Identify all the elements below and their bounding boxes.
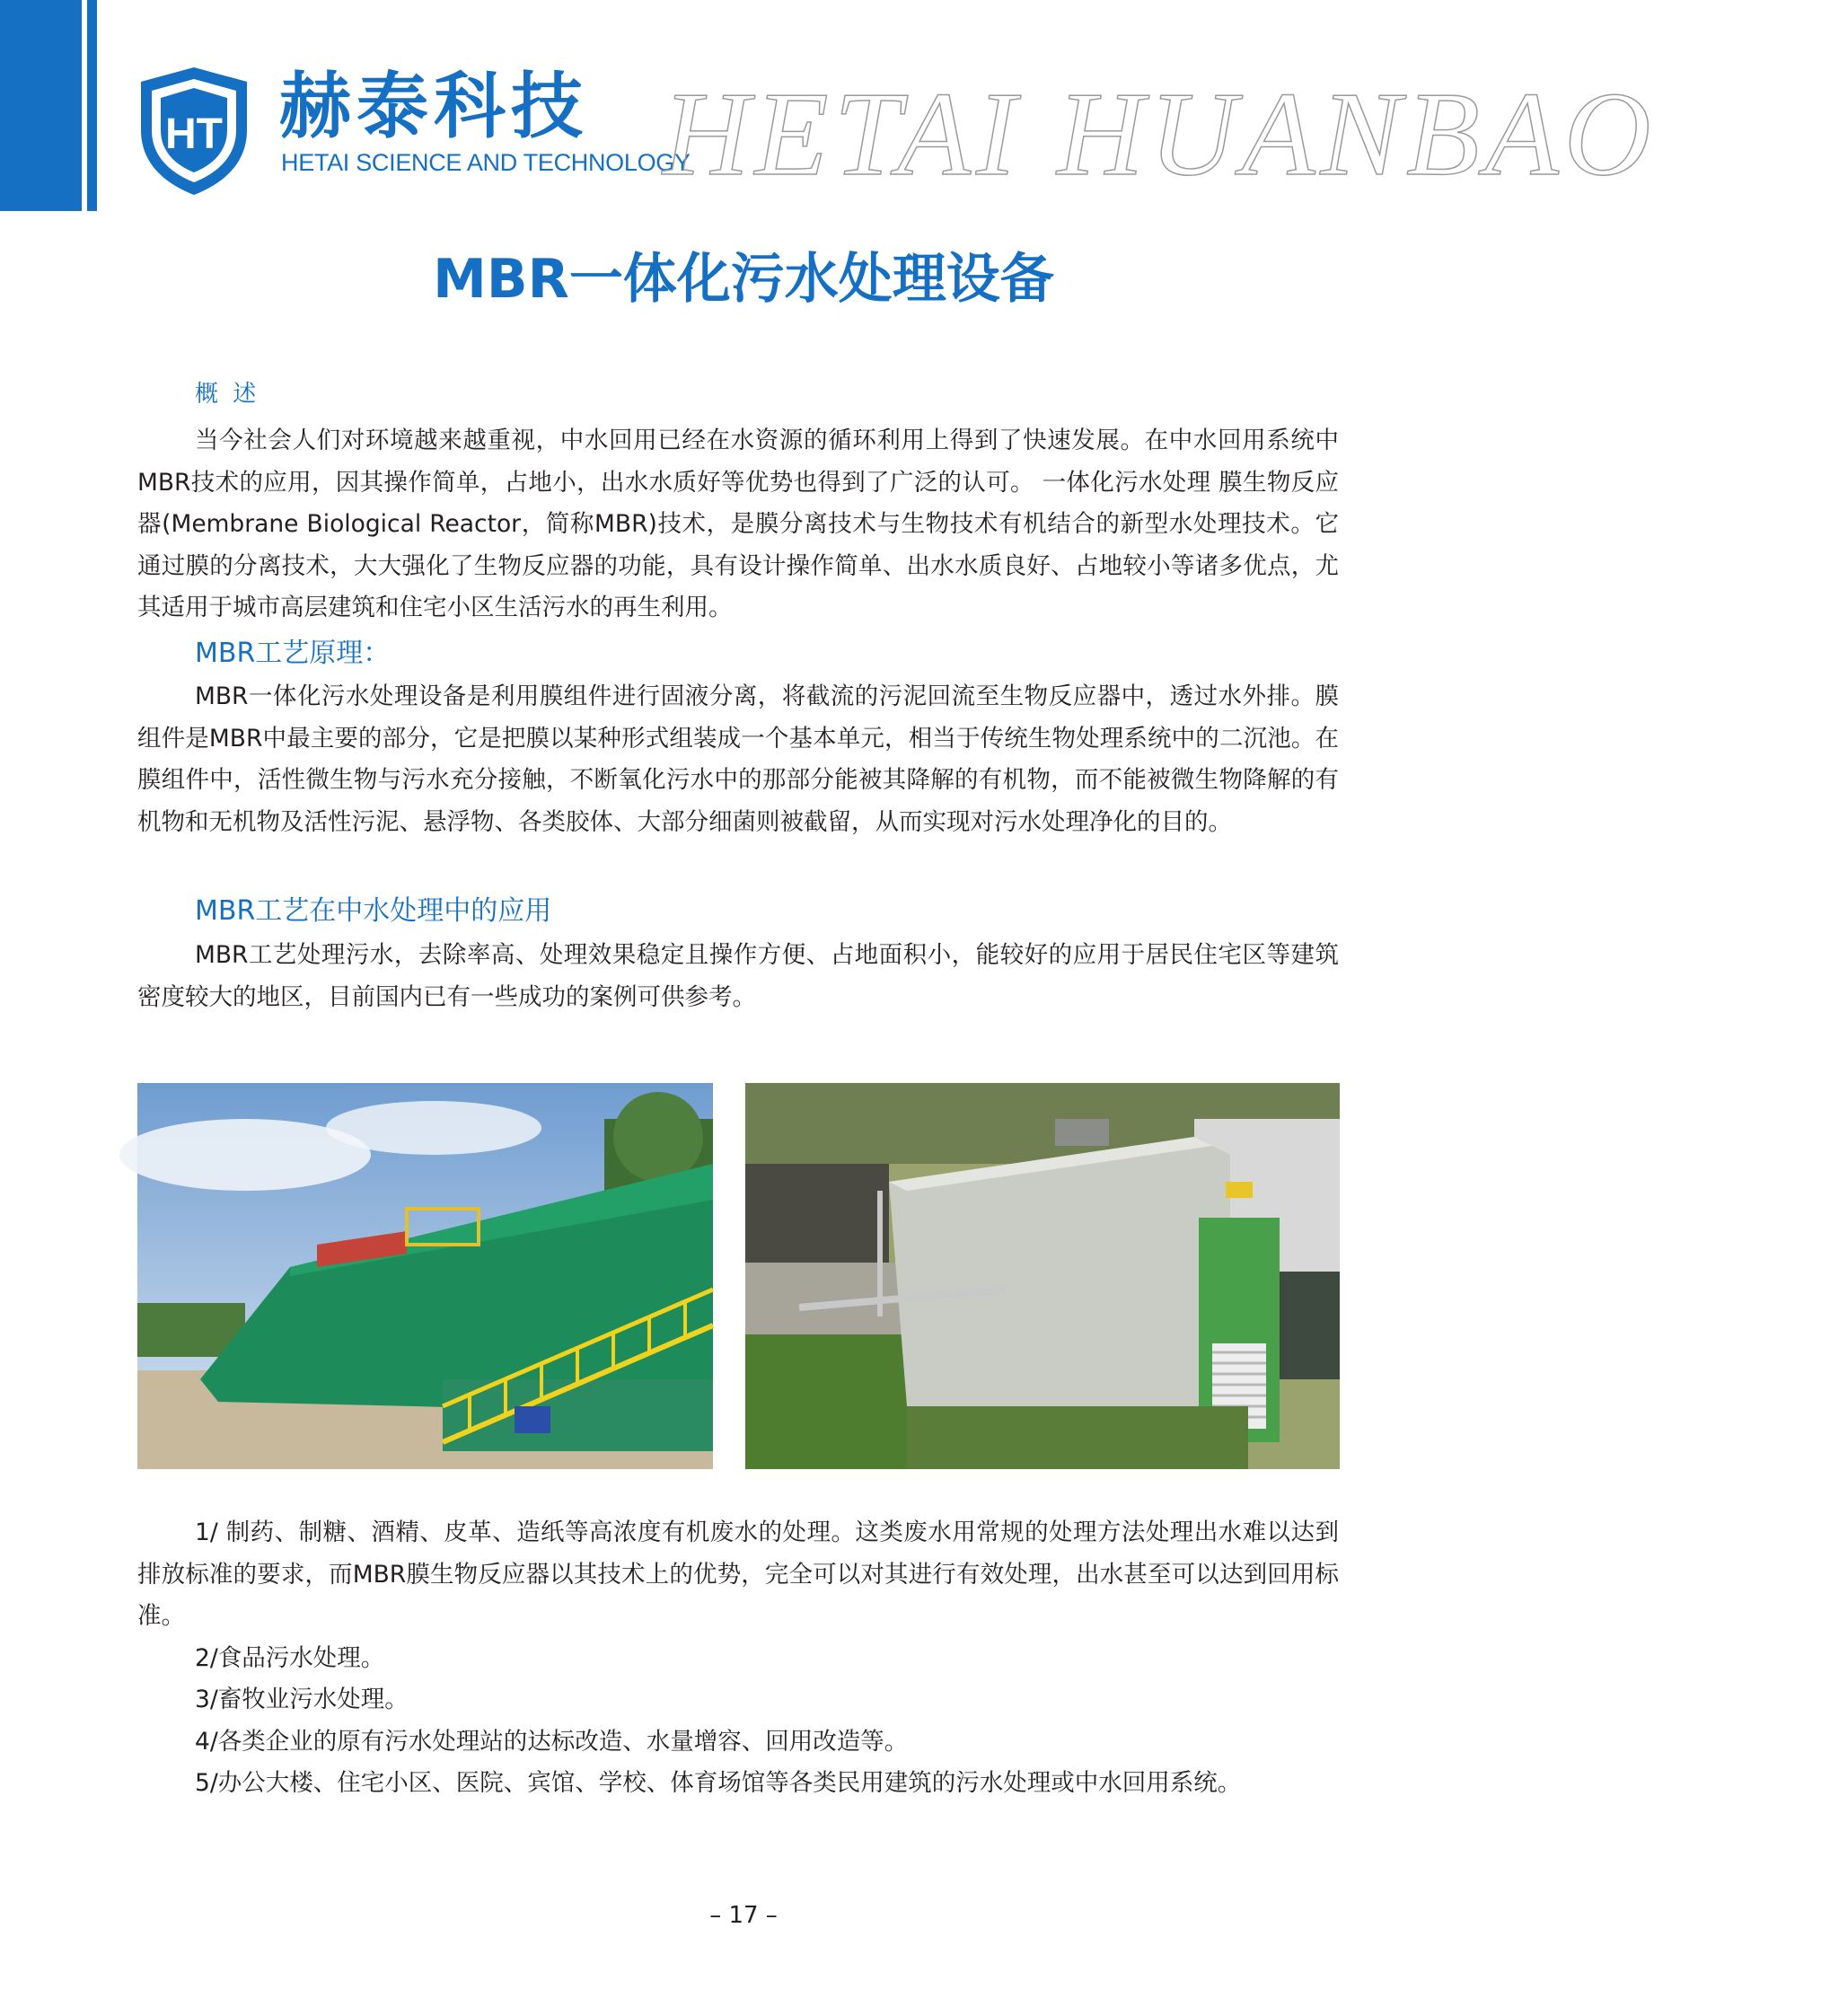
application-paragraph: MBR工艺处理污水，去除率高、处理效果稳定且操作方便、占地面积小，能较好的应用于居民住宅区等建筑密度较大的地区，目前国内已有一些成功的案例可供参考。 — [137, 941, 1339, 1011]
overview-section — [137, 420, 1339, 629]
company-logo-shield-icon — [136, 64, 252, 197]
photo-grey-mbr-unit — [745, 1083, 1340, 1469]
photo-green-mbr-tank — [137, 1083, 713, 1469]
use-case-item-5: 5/办公大楼、住宅小区、医院、宾馆、学校、体育场馆等各类民用建筑的污水处理或中水回用系统。 — [195, 1769, 1242, 1797]
overview-heading: 概 述 — [195, 381, 260, 408]
header-accent-stripe — [87, 0, 97, 211]
use-case-item-1: 1/ 制药、制糖、酒精、皮革、造纸等高浓度有机废水的处理。这类废水用常规的处理方法处理出水难以达到排放标准的要求，而MBR膜生物反应器以其技术上的优势，完全可以对其进行有效处理，出水甚至可以达到回用标准。 — [137, 1519, 1339, 1630]
principle-section — [137, 676, 1339, 843]
watermark-text: HETAI HUANBAO — [663, 67, 1657, 200]
principle-heading: MBR工艺原理： — [195, 638, 391, 669]
use-case-item-2: 2/食品污水处理。 — [195, 1643, 385, 1672]
document-title: MBR一体化污水处理设备 — [433, 248, 1054, 311]
brand-name-cn: 赫泰科技 — [279, 65, 588, 148]
use-case-item-3: 3/畜牧业污水处理。 — [195, 1686, 409, 1713]
header-watermark — [663, 67, 1657, 200]
logo-letters: HT — [165, 110, 223, 158]
use-case-item-4: 4/各类企业的原有污水处理站的达标改造、水量增容、回用改造等。 — [195, 1727, 909, 1756]
principle-paragraph: MBR一体化污水处理设备是利用膜组件进行固液分离，将截流的污泥回流至生物反应器中，透过水外排。膜组件是MBR中最主要的部分，它是把膜以某种形式组装成一个基本单元，相当于传统生物处理系统中的二沉池。在膜组件中，活性微生物与污水充分接触，不断氧化污水中的那部分能被其降解的有机物，而不能被微生物降解的有机物和无机物及活性污泥、悬浮物、各类胶体、大部分细菌则被截留，从而实现对污水处理净化的目的。 — [137, 682, 1339, 836]
page-number: – 17 – — [709, 1902, 778, 1929]
overview-paragraph: 当今社会人们对环境越来越重视，中水回用已经在水资源的循环利用上得到了快速发展。在中水回用系统中MBR技术的应用，因其操作简单，占地小，出水水质好等优势也得到了广泛的认可。 一体化污水处理 膜生物反应器(Membrane Biological Reactor，简称MBR)技术，是膜分离技术与生物技术有机结合的新型水处理技术。它通过膜的分离技术，大大强化了生物反应器的功能，具有设计操作简单、出水水质良好、占地较小等诸多优点，尤其适用于城市高层建筑和住宅小区生活污水的再生利用。 — [137, 427, 1339, 621]
brand-name-en: HETAI SCIENCE AND TECHNOLOGY — [281, 149, 691, 176]
header-accent-bar — [0, 0, 82, 211]
application-section — [137, 935, 1339, 1018]
use-cases-list — [137, 1512, 1339, 1805]
application-heading: MBR工艺在中水处理中的应用 — [195, 895, 552, 927]
